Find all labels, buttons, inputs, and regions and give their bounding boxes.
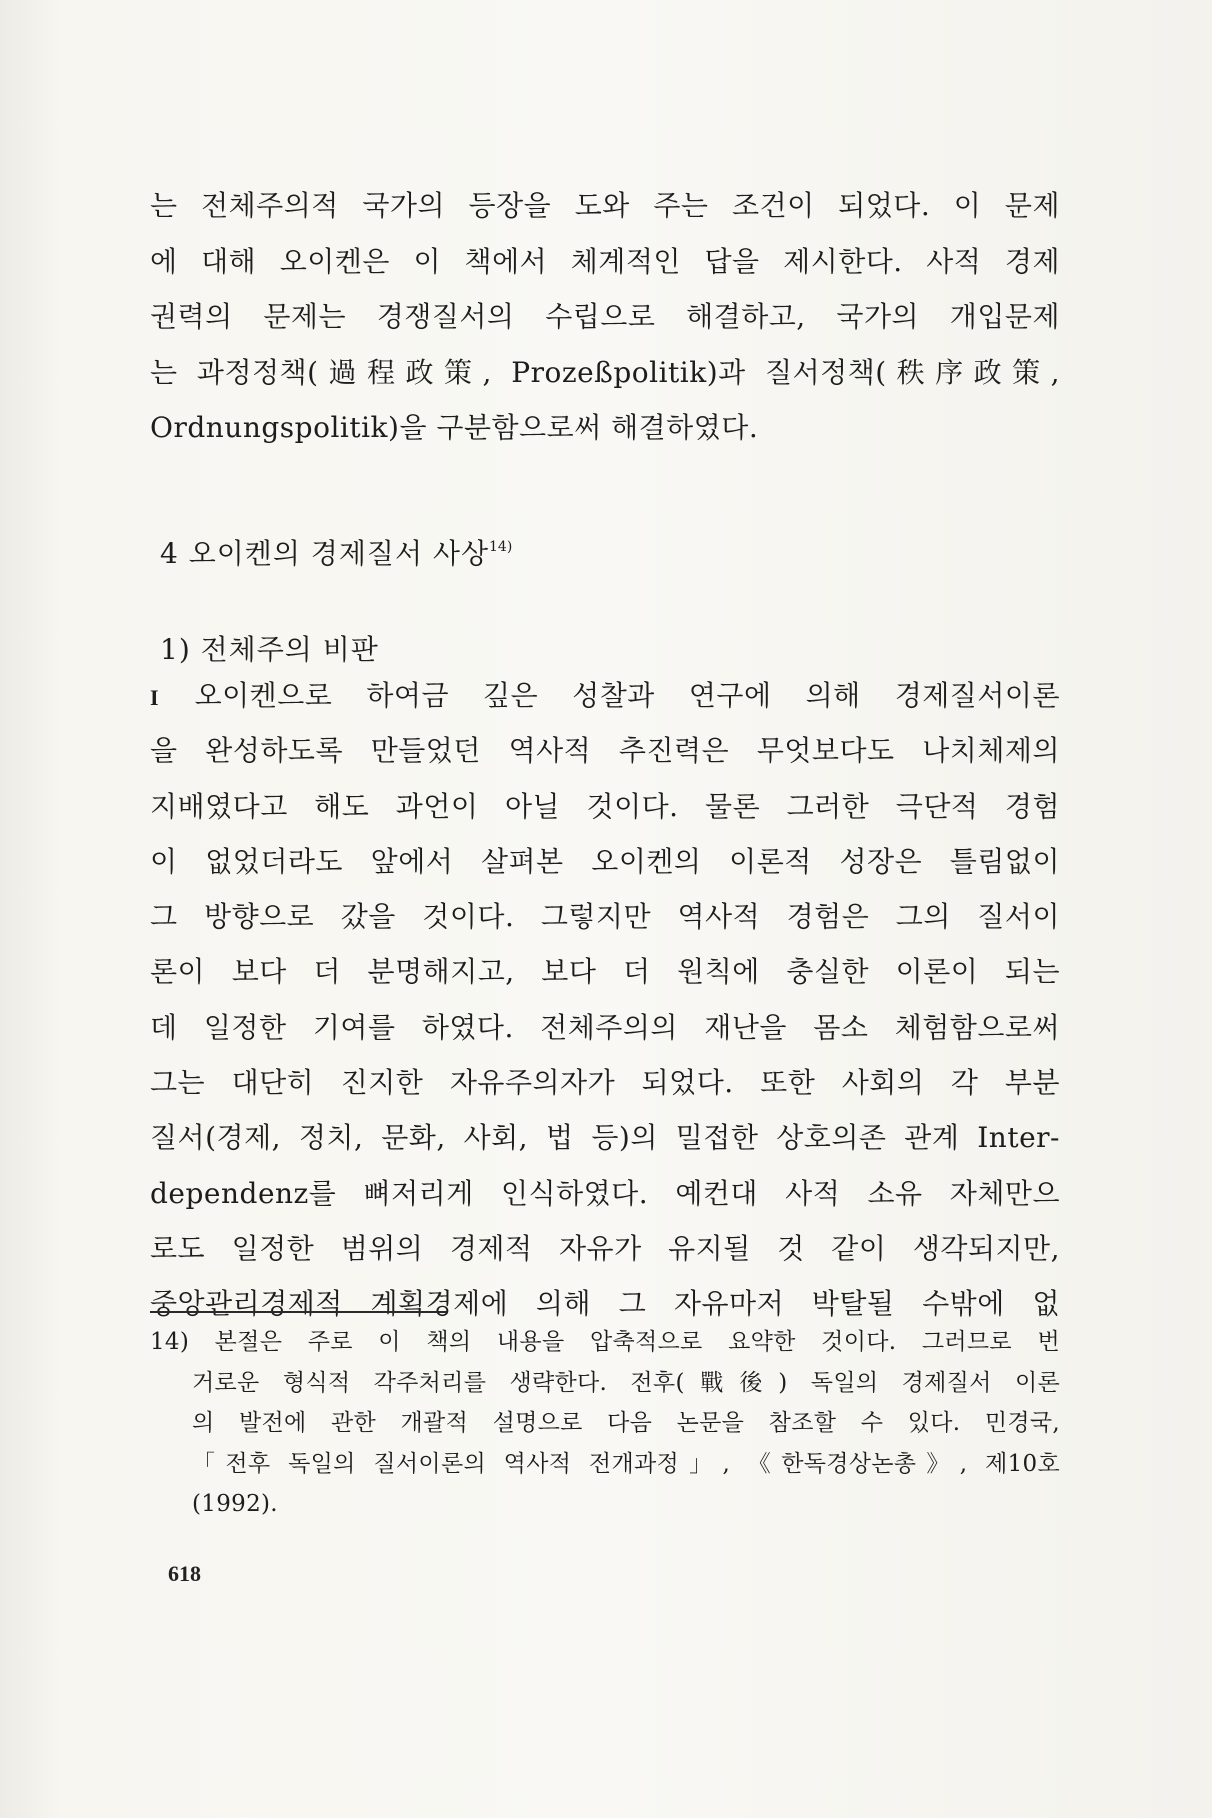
section-heading (160, 532, 512, 569)
footnote-divider (150, 1311, 447, 1313)
text-line: 데 일정한 기여를 하였다. 전체주의의 재난을 몸소 체험함으로써 (150, 1010, 1060, 1044)
text-line: 질서(경제, 정치, 문화, 사회, 법 등)의 밀접한 상호의존 관계 Inter- (150, 1121, 1060, 1155)
footnote-line: 「전후 독일의 질서이론의 역사적 전개과정」, 《한독경상논총》, 제10호 (192, 1450, 1060, 1477)
body-paragraph (150, 679, 1060, 1346)
text-line: 오이켄으로 하여금 깊은 성찰과 연구에 의해 경제질서이론 (194, 679, 1060, 712)
text-line: 로도 일정한 범위의 경제적 자유가 유지될 것 같이 생각되지만, (150, 1231, 1060, 1265)
text-line: Ordnungspolitik)을 구분함으로써 해결하였다. (150, 411, 759, 444)
footnote-line: (1992). (192, 1491, 278, 1518)
footnote (150, 1330, 1060, 1533)
section-heading-text: 4 오이켄의 경제질서 사상 (160, 537, 489, 570)
text-line: 중앙관리경제적 계획경제에 의해 그 자유마저 박탈될 수밖에 없 (150, 1287, 1060, 1321)
footnote-line: 거로운 형식적 각주처리를 생략한다. 전후(戰後) 독일의 경제질서 이론 (192, 1369, 1060, 1396)
text-line: 을 완성하도록 만들었던 역사적 추진력은 무엇보다도 나치체제의 (150, 734, 1060, 768)
footnote-line: 14) 본절은 주로 이 책의 내용을 압축적으로 요약한 것이다. 그러므로 번 (150, 1329, 1060, 1355)
text-line: 는 전체주의적 국가의 등장을 도와 주는 조건이 되었다. 이 문제 (150, 189, 1060, 222)
subsection-heading: 1) 전체주의 비판 (160, 633, 379, 666)
text-line: 이 없었더라도 앞에서 살펴본 오이켄의 이론적 성장은 틀림없이 (150, 844, 1060, 878)
text-line: 그 방향으로 갔을 것이다. 그렇지만 역사적 경험은 그의 질서이 (150, 900, 1060, 934)
text-line: 론이 보다 더 분명해지고, 보다 더 원칙에 충실한 이론이 되는 (150, 955, 1060, 989)
text-line: dependenz를 뼈저리게 인식하였다. 예컨대 사적 소유 자체만으 (150, 1176, 1060, 1210)
intro-paragraph (150, 189, 1060, 470)
footnote-reference: 14) (489, 539, 513, 555)
page-number: 618 (168, 1561, 201, 1586)
text-line: 그는 대단히 진지한 자유주의자가 되었다. 또한 사회의 각 부분 (150, 1066, 1060, 1100)
paragraph-number: I (150, 685, 159, 710)
text-line: 는 과정정책(過程政策, Prozeßpolitik)과 질서정책(秩序政策, (150, 355, 1060, 389)
paragraph-first-line (150, 679, 1060, 712)
text-line: 지배였다고 해도 과언이 아닐 것이다. 물론 그러한 극단적 경험 (150, 789, 1060, 823)
text-line: 에 대해 오이켄은 이 책에서 체계적인 답을 제시한다. 사적 경제 (150, 244, 1060, 278)
footnote-line: 의 발전에 관한 개괄적 설명으로 다음 논문을 참조할 수 있다. 민경국, (192, 1410, 1060, 1437)
text-line: 권력의 문제는 경쟁질서의 수립으로 해결하고, 국가의 개입문제 (150, 300, 1060, 333)
